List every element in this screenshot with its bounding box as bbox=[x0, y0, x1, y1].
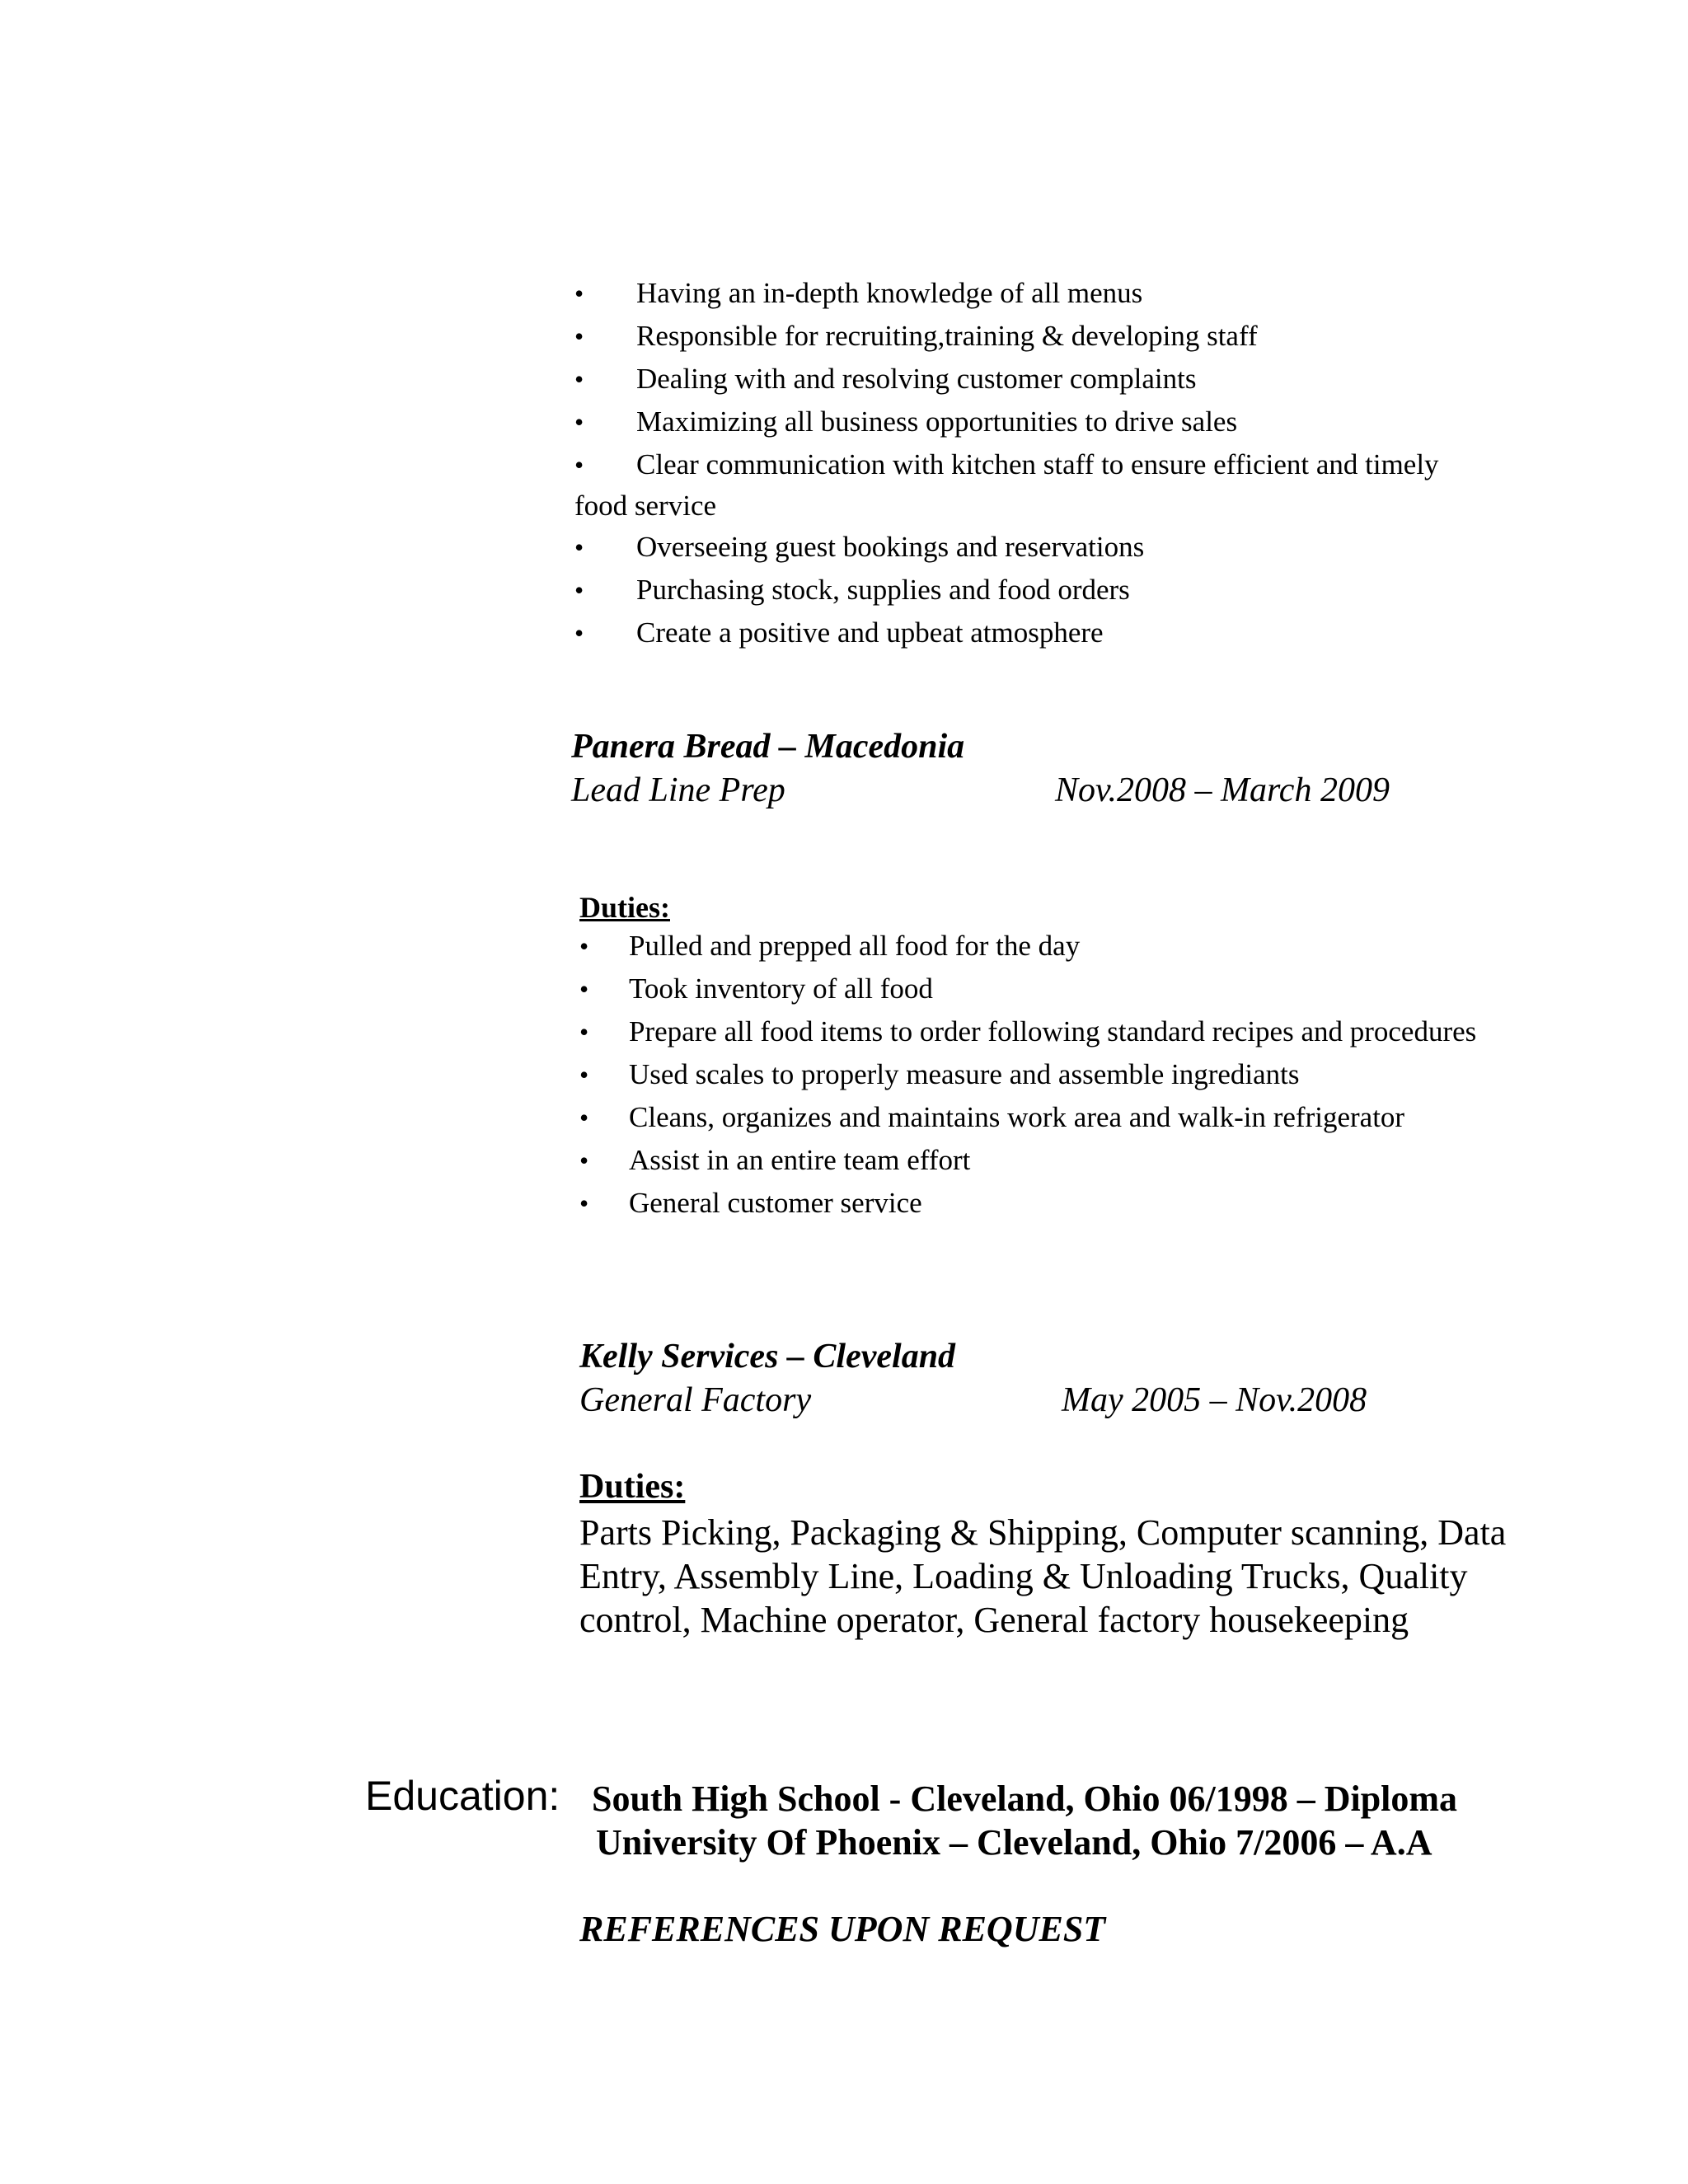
bullet-icon: • bbox=[579, 1188, 589, 1218]
education-entry: University Of Phoenix – Cleveland, Ohio 7/2006 – A.A bbox=[596, 1822, 1432, 1863]
list-item: • Prepare all food items to order following standard recipes and procedures bbox=[579, 1010, 1503, 1053]
bullet-icon: • bbox=[579, 974, 589, 1004]
references-note: REFERENCES UPON REQUEST bbox=[579, 1909, 1106, 1949]
kelly-job-dates: May 2005 – Nov.2008 bbox=[1062, 1381, 1367, 1419]
bullet-icon: • bbox=[574, 407, 584, 437]
list-item: • Create a positive and upbeat atmosphere bbox=[574, 612, 1489, 654]
bullet-icon: • bbox=[579, 1146, 589, 1175]
panera-job-title: Lead Line Prep bbox=[571, 771, 785, 809]
list-item: • Purchasing stock, supplies and food orders bbox=[574, 569, 1489, 612]
list-item: • Dealing with and resolving customer complaints bbox=[574, 358, 1489, 401]
list-item: • Overseeing guest bookings and reservations bbox=[574, 526, 1489, 569]
education-entry: South High School - Cleveland, Ohio 06/1998 – Diploma bbox=[592, 1779, 1458, 1819]
list-item: • Responsible for recruiting,training & developing staff bbox=[574, 315, 1489, 358]
panera-company: Panera Bread – Macedonia bbox=[571, 728, 965, 766]
list-item: • Used scales to properly measure and assemble ingrediants bbox=[579, 1053, 1503, 1096]
bullet-icon: • bbox=[579, 1103, 589, 1132]
list-item: • Took inventory of all food bbox=[579, 968, 1503, 1010]
list-item: • Maximizing all business opportunities to drive sales bbox=[574, 401, 1489, 443]
list-item: • Pulled and prepped all food for the day bbox=[579, 925, 1503, 968]
panera-duties-list bbox=[579, 925, 1503, 1225]
education-label: Education: bbox=[365, 1773, 560, 1819]
list-item: • Cleans, organizes and maintains work area and walk-in refrigerator bbox=[579, 1096, 1503, 1139]
bullet-icon: • bbox=[574, 532, 584, 562]
bullet-icon: • bbox=[579, 1060, 589, 1090]
kelly-company: Kelly Services – Cleveland bbox=[579, 1338, 956, 1376]
bullet-icon: • bbox=[574, 618, 584, 648]
bullet-icon: • bbox=[574, 279, 584, 308]
list-item: • Assist in an entire team effort bbox=[579, 1139, 1503, 1182]
kelly-duties-text: Parts Picking, Packaging & Shipping, Computer scanning, Data Entry, Assembly Line, Loading & Unloading Trucks, Quality control, Machine operator, General factory housekeeping bbox=[579, 1512, 1507, 1640]
manager-duties-list bbox=[574, 272, 1489, 654]
bullet-icon: • bbox=[579, 1017, 589, 1047]
bullet-icon: • bbox=[574, 575, 584, 605]
list-item: • Clear communication with kitchen staff to ensure efficient and timely food service bbox=[574, 443, 1489, 526]
list-item: • Having an in-depth knowledge of all menus bbox=[574, 272, 1489, 315]
bullet-icon: • bbox=[579, 931, 589, 961]
kelly-job-title: General Factory bbox=[579, 1381, 812, 1419]
bullet-icon: • bbox=[574, 321, 584, 351]
panera-job-dates: Nov.2008 – March 2009 bbox=[1055, 771, 1390, 809]
bullet-icon: • bbox=[574, 450, 584, 480]
list-item: • General customer service bbox=[579, 1182, 1503, 1225]
panera-duties-heading: Duties: bbox=[579, 891, 670, 924]
bullet-icon: • bbox=[574, 364, 584, 394]
kelly-duties-heading: Duties: bbox=[579, 1468, 686, 1506]
